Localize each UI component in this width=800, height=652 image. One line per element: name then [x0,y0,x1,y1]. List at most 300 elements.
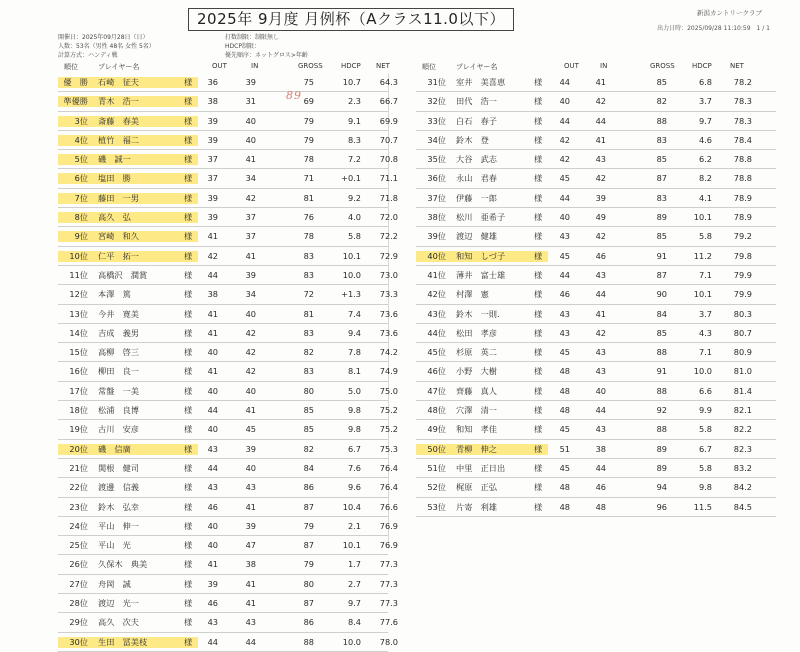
net-cell: 79.9 [733,269,752,280]
rank-cell: 27位 [69,578,88,589]
player-name-cell: 田代 浩一 [456,96,497,107]
honorific-cell: 様 [184,77,193,87]
out-cell: 44 [559,77,570,87]
gross-cell: 87 [303,501,314,512]
net-cell: 76.9 [379,520,398,531]
player-name-cell: 植竹 福二 [98,134,139,145]
meta-priority: 優先順序：ネットグロス>年齢 [225,52,308,59]
player-name-cell: 中里 正日出 [456,462,506,473]
net-cell: 75.0 [379,385,398,396]
player-name-cell: 古川 安彦 [98,424,139,435]
meta-calc: 計算方式：ハンディ戦 [58,52,118,59]
player-name-cell: 舟岡 誠 [98,578,131,589]
net-cell: 71.1 [379,173,398,184]
out-cell: 51 [559,443,570,454]
hdcp-cell: 9.7 [698,115,712,126]
in-cell: 38 [245,559,256,570]
gross-cell: 82 [656,96,667,107]
honorific-cell: 様 [534,250,543,261]
in-cell: 44 [595,405,606,416]
honorific-cell: 様 [184,250,193,261]
left-results-table [58,73,398,652]
in-cell: 44 [245,636,256,647]
player-name-cell: 柳田 良一 [98,366,139,377]
table-row [58,227,398,246]
gross-cell: 85 [656,327,667,338]
net-cell: 72.2 [379,231,398,242]
gross-cell: 83 [656,134,667,145]
out-cell: 44 [207,405,218,416]
gross-cell: 69 [303,96,314,107]
gross-cell: 83 [303,327,314,338]
table-row [58,92,398,111]
table-row [416,324,776,343]
net-cell: 74.9 [379,366,398,377]
table-row [416,73,776,92]
net-cell: 76.4 [379,482,398,493]
rank-cell: 37位 [427,192,446,203]
player-name-cell: 藤田 一男 [98,192,139,203]
header-out: OUT [564,62,579,70]
header-player: プレイヤー名 [98,63,140,71]
out-cell: 45 [559,424,570,435]
gross-cell: 81 [303,192,314,203]
table-row [58,247,398,266]
table-row [58,150,398,169]
gross-cell: 78 [303,154,314,165]
honorific-cell: 様 [184,192,193,203]
in-cell: 44 [595,289,606,300]
in-cell: 47 [245,540,256,551]
out-cell: 43 [207,443,218,454]
player-name-cell: 杉原 英二 [456,347,497,358]
in-cell: 42 [595,327,606,338]
player-name-cell: 高柳 啓三 [98,347,139,358]
in-cell: 41 [595,134,606,145]
table-row [416,131,776,150]
player-name-cell: 斎藤 春美 [98,115,139,126]
in-cell: 48 [595,501,606,512]
out-cell: 39 [207,115,218,126]
in-cell: 40 [245,308,256,319]
net-cell: 81.0 [733,366,752,377]
table-row [58,305,398,324]
table-row [58,440,398,459]
hdcp-cell: 3.7 [698,96,712,107]
in-cell: 40 [595,385,606,396]
out-cell: 43 [559,327,570,338]
player-name-cell: 渡辺 健雄 [456,231,497,242]
rank-cell: 46位 [427,366,446,377]
gross-cell: 89 [656,443,667,454]
header-net: NET [376,62,390,70]
out-cell: 40 [207,540,218,551]
rank-cell: 32位 [427,96,446,107]
gross-cell: 85 [656,231,667,242]
in-cell: 41 [245,578,256,589]
in-cell: 41 [245,405,256,416]
gross-cell: 88 [656,347,667,358]
in-cell: 39 [245,77,256,87]
in-cell: 43 [595,366,606,377]
honorific-cell: 様 [534,405,543,416]
rank-cell: 41位 [427,269,446,280]
out-cell: 45 [559,250,570,261]
net-cell: 81.4 [733,385,752,396]
hdcp-cell: 4.1 [698,192,712,203]
table-row [58,536,398,555]
rank-cell: 5位 [74,154,88,165]
table-row [58,594,398,613]
hdcp-cell: 6.2 [698,154,712,165]
player-name-cell: 穴澤 清一 [456,405,497,416]
gross-cell: 89 [656,212,667,223]
print-timestamp: 出力日時：2025/09/28 11:10:59 1 / 1 [657,25,770,32]
net-cell: 73.3 [379,289,398,300]
gross-cell: 79 [303,559,314,570]
in-cell: 37 [245,212,256,223]
net-cell: 84.5 [733,501,752,512]
gross-cell: 83 [303,250,314,261]
net-cell: 75.3 [379,443,398,454]
rank-cell: 51位 [427,462,446,473]
hdcp-cell: 9.8 [698,482,712,493]
meta-players: 人数：53名（男性 48名 女性 5名） [58,43,155,50]
hdcp-cell: 7.1 [698,269,712,280]
net-cell: 73.6 [379,308,398,319]
in-cell: 41 [245,154,256,165]
table-row [58,633,398,652]
meta-limit-strokes: 打数制限：制限無し [225,34,280,41]
honorific-cell: 様 [534,289,543,300]
gross-cell: 76 [303,212,314,223]
player-name-cell: 吉成 義男 [98,327,139,338]
gross-cell: 80 [303,385,314,396]
gross-cell: 82 [303,443,314,454]
table-row [58,208,398,227]
player-name-cell: 宮崎 和久 [98,231,139,242]
net-cell: 77.3 [379,578,398,589]
net-cell: 76.6 [379,501,398,512]
honorific-cell: 様 [534,269,543,280]
out-cell: 39 [207,192,218,203]
gross-cell: 79 [303,520,314,531]
header-net: NET [730,62,744,70]
table-row [416,247,776,266]
rank-cell: 25位 [69,540,88,551]
player-name-cell: 鈴木 弘幸 [98,501,139,512]
in-cell: 44 [595,462,606,473]
out-cell: 46 [559,289,570,300]
out-cell: 44 [559,269,570,280]
player-name-cell: 永山 君春 [456,173,497,184]
net-cell: 79.2 [733,231,752,242]
player-name-cell: 高久 次夫 [98,617,139,628]
hdcp-cell: 9.2 [347,192,361,203]
rank-cell: 10位 [69,250,88,261]
out-cell: 36 [207,77,218,87]
in-cell: 46 [595,482,606,493]
rank-cell: 23位 [69,501,88,512]
hdcp-cell: 9.9 [698,405,712,416]
hdcp-cell: 5.0 [347,385,361,396]
player-name-cell: 渡辺 光一 [98,598,139,609]
hdcp-cell: 2.3 [347,96,361,107]
net-cell: 78.3 [733,96,752,107]
player-name-cell: 片寄 利雄 [456,501,497,512]
in-cell: 31 [245,96,256,107]
gross-cell: 88 [656,115,667,126]
player-name-cell: 渡邊 信義 [98,482,139,493]
rank-cell: 50位 [427,443,446,454]
gross-cell: 88 [303,636,314,647]
gross-cell: 87 [656,269,667,280]
table-row [416,401,776,420]
table-row [416,208,776,227]
net-cell: 80.7 [733,327,752,338]
rank-cell: 26位 [69,559,88,570]
net-cell: 73.0 [379,269,398,280]
rank-cell: 33位 [427,115,446,126]
out-cell: 41 [207,366,218,377]
header-in: IN [251,62,259,70]
hdcp-cell: +1.3 [341,289,361,300]
gross-cell: 80 [303,578,314,589]
table-row [416,189,776,208]
in-cell: 41 [245,501,256,512]
hdcp-cell: 7.4 [347,308,361,319]
net-cell: 72.0 [379,212,398,223]
player-name-cell: 和知 孝佳 [456,424,497,435]
hdcp-cell: 5.8 [347,231,361,242]
out-cell: 44 [559,192,570,203]
in-cell: 34 [245,173,256,184]
header-in: IN [600,62,608,70]
in-cell: 38 [595,443,606,454]
hdcp-cell: 8.3 [347,134,361,145]
page-title: 2025年 9月度 月例杯（Aクラス11.0以下） [188,8,514,31]
net-cell: 78.4 [733,134,752,145]
gross-cell: 85 [656,154,667,165]
in-cell: 40 [245,134,256,145]
out-cell: 48 [559,366,570,377]
header-player: プレイヤー名 [456,63,498,71]
in-cell: 43 [595,347,606,358]
out-cell: 42 [207,250,218,261]
in-cell: 43 [595,424,606,435]
gross-cell: 85 [656,77,667,87]
out-cell: 46 [207,598,218,609]
out-cell: 45 [559,462,570,473]
in-cell: 34 [245,289,256,300]
table-row [416,285,776,304]
honorific-cell: 様 [534,327,543,338]
honorific-cell: 様 [184,598,193,609]
out-cell: 37 [207,154,218,165]
net-cell: 79.8 [733,250,752,261]
hdcp-cell: 5.8 [698,462,712,473]
in-cell: 41 [595,77,606,87]
table-row [416,440,776,459]
hdcp-cell: 9.4 [347,327,361,338]
hdcp-cell: 5.8 [698,231,712,242]
out-cell: 48 [559,501,570,512]
in-cell: 37 [245,231,256,242]
header-gross: GROSS [650,62,675,70]
hdcp-cell: 10.1 [693,212,712,223]
net-cell: 80.3 [733,308,752,319]
table-row [58,575,398,594]
out-cell: 40 [207,385,218,396]
hdcp-cell: 11.5 [693,501,712,512]
table-row [58,420,398,439]
out-cell: 39 [207,578,218,589]
hdcp-cell: 10.1 [342,250,361,261]
gross-cell: 89 [656,462,667,473]
out-cell: 43 [207,482,218,493]
rank-cell: 47位 [427,385,446,396]
out-cell: 45 [559,347,570,358]
rank-cell: 19位 [69,424,88,435]
table-row [416,382,776,401]
gross-cell: 90 [656,289,667,300]
gross-cell: 72 [303,289,314,300]
gross-cell: 87 [656,173,667,184]
rank-cell: 12位 [69,289,88,300]
net-cell: 70.8 [379,154,398,165]
hdcp-cell: 9.7 [347,598,361,609]
hdcp-cell: 10.1 [342,540,361,551]
rank-cell: 38位 [427,212,446,223]
in-cell: 42 [595,96,606,107]
net-cell: 78.8 [733,173,752,184]
net-cell: 69.9 [379,115,398,126]
gross-cell: 81 [303,308,314,319]
out-cell: 40 [559,212,570,223]
honorific-cell: 様 [534,501,543,512]
hdcp-cell: 6.7 [698,443,712,454]
in-cell: 39 [245,443,256,454]
honorific-cell: 様 [534,96,543,107]
out-cell: 39 [207,212,218,223]
net-cell: 76.9 [379,540,398,551]
honorific-cell: 様 [184,327,193,338]
player-name-cell: 平山 光 [98,540,131,551]
gross-cell: 92 [656,405,667,416]
handwritten-note: 89 [286,89,302,102]
rank-cell: 29位 [69,617,88,628]
net-cell: 70.7 [379,134,398,145]
in-cell: 41 [245,598,256,609]
in-cell: 39 [245,269,256,280]
rank-cell: 3位 [74,115,88,126]
honorific-cell: 様 [184,115,193,126]
out-cell: 41 [207,559,218,570]
net-cell: 82.2 [733,424,752,435]
honorific-cell: 様 [184,154,193,165]
table-row [416,150,776,169]
rank-cell: 準優勝 [63,96,88,107]
table-row [58,555,398,574]
table-row [416,169,776,188]
player-name-cell: 松田 孝彦 [456,327,497,338]
rank-cell: 4位 [74,134,88,145]
player-name-cell: 薄井 富士雄 [456,269,506,280]
table-row [58,324,398,343]
player-name-cell: 磯 誠一 [98,154,131,165]
in-cell: 43 [595,154,606,165]
player-name-cell: 青柳 伸之 [456,443,497,454]
honorific-cell: 様 [534,462,543,473]
honorific-cell: 様 [184,424,193,435]
gross-cell: 85 [303,405,314,416]
net-cell: 72.9 [379,250,398,261]
honorific-cell: 様 [534,77,543,87]
rank-cell: 7位 [74,192,88,203]
table-row [58,285,398,304]
out-cell: 41 [207,231,218,242]
player-name-cell: 生田 冨美枝 [98,636,148,647]
player-name-cell: 鈴木 一則. [456,308,500,319]
rank-cell: 22位 [69,482,88,493]
honorific-cell: 様 [184,559,193,570]
net-cell: 71.8 [379,192,398,203]
in-cell: 45 [245,424,256,435]
honorific-cell: 様 [184,617,193,628]
rank-cell: 53位 [427,501,446,512]
table-row [58,131,398,150]
player-name-cell: 白石 春子 [456,115,497,126]
honorific-cell: 様 [184,443,193,454]
player-name-cell: 高橋沢 潤賞 [98,269,148,280]
in-cell: 49 [595,212,606,223]
hdcp-cell: 4.0 [347,212,361,223]
honorific-cell: 様 [534,385,543,396]
out-cell: 41 [207,327,218,338]
out-cell: 43 [559,231,570,242]
player-name-cell: 仁平 拓一 [98,250,139,261]
rank-cell: 16位 [69,366,88,377]
table-row [58,382,398,401]
header-rank: 順位 [64,63,78,71]
net-cell: 78.2 [733,77,752,87]
player-name-cell: 松浦 良博 [98,405,139,416]
hdcp-cell: 8.1 [347,366,361,377]
hdcp-cell: 4.3 [698,327,712,338]
honorific-cell: 様 [184,636,193,647]
hdcp-cell: 10.7 [342,77,361,87]
player-name-cell: 常盤 一美 [98,385,139,396]
rank-cell: 6位 [74,173,88,184]
gross-cell: 84 [303,462,314,473]
meta-limit-hdcp: HDCP制限： [225,43,260,50]
rank-cell: 34位 [427,134,446,145]
net-cell: 78.9 [733,212,752,223]
honorific-cell: 様 [184,540,193,551]
net-cell: 74.2 [379,347,398,358]
in-cell: 40 [245,115,256,126]
rank-cell: 28位 [69,598,88,609]
hdcp-cell: 9.1 [347,115,361,126]
rank-cell: 21位 [69,462,88,473]
net-cell: 73.6 [379,327,398,338]
rank-cell: 30位 [69,636,88,647]
honorific-cell: 様 [184,405,193,416]
out-cell: 41 [207,308,218,319]
in-cell: 41 [595,308,606,319]
rank-cell: 優 勝 [63,77,88,87]
honorific-cell: 様 [184,289,193,300]
